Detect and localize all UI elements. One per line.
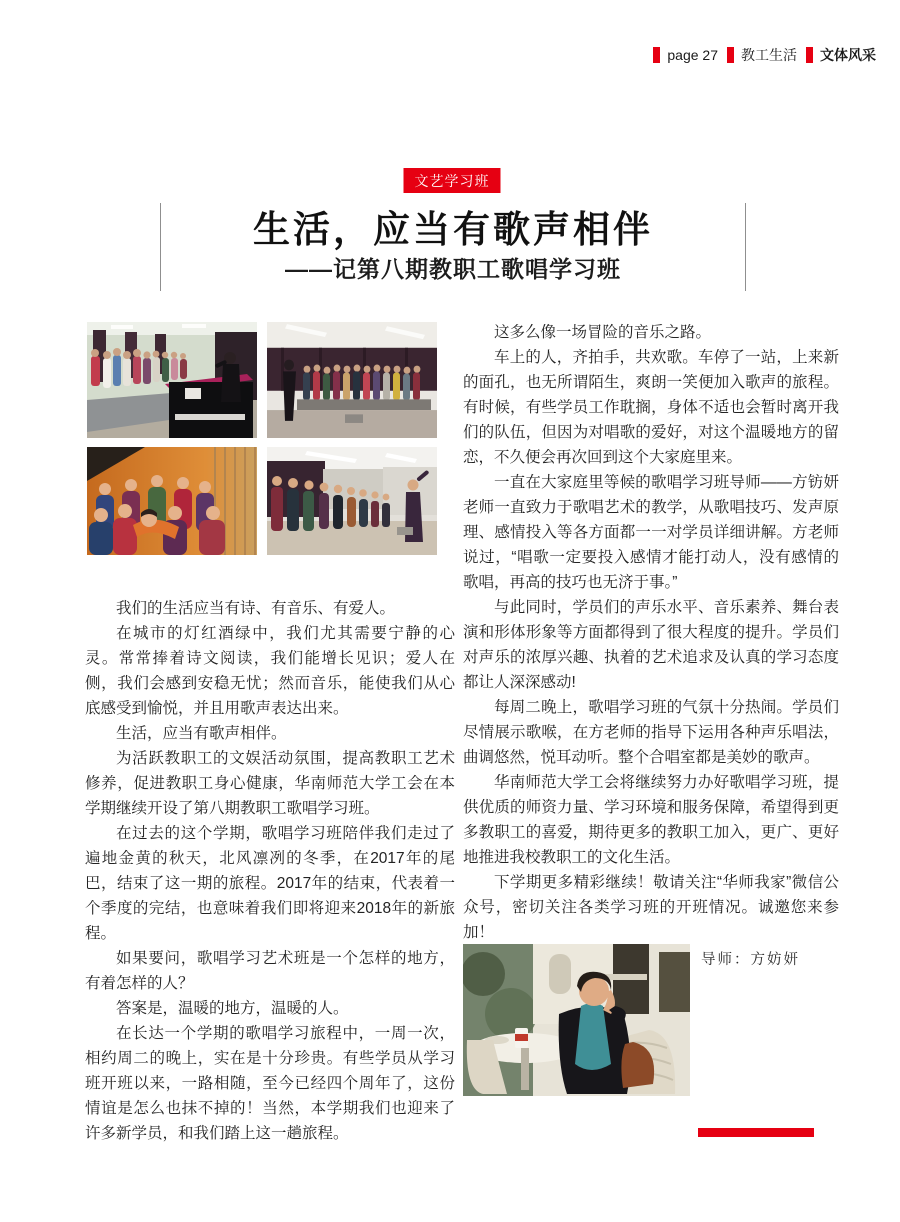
paragraph: 我们的生活应当有诗、有音乐、有爱人。	[116, 600, 396, 617]
paragraph: 每周二晚上，歌唱学习班的气氛十分热闹。学员们尽情展示歌喉，在方老师的指导下运用各种声乐唱法，曲调悠然，悦耳动听。整个合唱室都是美妙的歌声。	[463, 699, 839, 766]
article-column-right	[463, 320, 839, 945]
section-name: 教工生活	[741, 47, 797, 63]
article-subtitle: ——记第八期教职工歌唱学习班	[285, 255, 621, 282]
paragraph: 在长达一个学期的歌唱学习旅程中，一周一次，相约周二的晚上，实在是十分珍贵。有些学员从学习班开班以来，一路相随，至今已经四个周年了，这份情谊是怎么也抹不掉的！当然，本学期我们也迎来了许多新学员，和我们踏上这一趟旅程。	[85, 1025, 455, 1142]
paragraph: 答案是，温暖的地方，温暖的人。	[116, 1000, 349, 1017]
paragraph: 生活，应当有歌声相伴。	[116, 725, 287, 742]
photo-choir-line	[267, 447, 437, 555]
title-block	[160, 203, 746, 291]
photo-grid	[87, 322, 455, 555]
photo-choir-stage	[267, 322, 437, 438]
red-bar-icon	[727, 47, 734, 63]
page-header	[653, 46, 876, 64]
page-number: page 27	[667, 47, 718, 63]
paragraph: 这多么像一场冒险的音乐之路。	[494, 324, 712, 341]
paragraph: 在城市的灯红酒绿中，我们尤其需要宁静的心灵。常常捧着诗文阅读，我们能增长见识；爱人在侧，我们会感到安稳无忧；然而音乐，能使我们从心底感受到愉悦，并且用歌声表达出来。	[85, 625, 455, 717]
paragraph: 与此同时，学员们的声乐水平、音乐素养、舞台表演和形体形象等方面都得到了很大程度的提升。学员们对声乐的浓厚兴趣、执着的艺术追求及认真的学习态度都让人深深感动!	[463, 599, 839, 691]
article-column-left	[85, 596, 455, 1146]
paragraph: 车上的人，齐拍手，共欢歌。车停了一站，上来新的面孔，也无所谓陌生，爽朗一笑便加入歌声的旅程。有时候，有些学员工作耽搁，身体不适也会暂时离开我们的队伍，但因为对唱歌的爱好，对这个温暖地方的留恋，不久便会再次回到这个大家庭里来。	[463, 349, 839, 466]
photo-teacher-portrait	[463, 944, 690, 1096]
teacher-block	[463, 944, 839, 1096]
red-bar-icon	[653, 47, 660, 63]
paragraph: 在过去的这个学期，歌唱学习班陪伴我们走过了遍地金黄的秋天，北风凛冽的冬季，在2017年的尾巴，结束了这一期的旅程。2017年的结束，代表着一个季度的完结，也意味着我们即将迎来2018年的新旅程。	[85, 825, 455, 942]
article-title: 生活，应当有歌声相伴	[253, 209, 653, 250]
teacher-caption: 导师：方妨妍	[701, 952, 800, 968]
photo-choir-closeup	[87, 447, 257, 555]
end-rule	[698, 1128, 814, 1137]
category-badge: 文艺学习班	[404, 168, 501, 193]
photo-choir-piano	[87, 322, 257, 438]
paragraph: 华南师范大学工会将继续努力办好歌唱学习班，提供优质的师资力量、学习环境和服务保障，希望得到更多教职工的喜爱，期待更多的教职工加入，更广、更好地推进我校教职工的文化生活。	[463, 774, 839, 866]
red-bar-icon	[806, 47, 813, 63]
paragraph: 下学期更多精彩继续！敬请关注“华师我家”微信公众号，密切关注各类学习班的开班情况。诚邀您来参加！	[463, 874, 839, 941]
column-name: 文体风采	[820, 47, 876, 63]
paragraph: 如果要问，歌唱学习艺术班是一个怎样的地方，有着怎样的人？	[85, 950, 455, 992]
paragraph: 一直在大家庭里等候的歌唱学习班导师——方钫妍老师一直致力于歌唱艺术的教学，从歌唱技巧、发声原理、感情投入等各方面都一一对学员详细讲解。方老师说过，“唱歌一定要投入感情才能打动人，没有感情的歌唱，再高的技巧也无济于事。”	[463, 474, 839, 591]
paragraph: 为活跃教职工的文娱活动氛围，提高教职工艺术修养，促进教职工身心健康，华南师范大学工会在本学期继续开设了第八期教职工歌唱学习班。	[85, 750, 455, 817]
